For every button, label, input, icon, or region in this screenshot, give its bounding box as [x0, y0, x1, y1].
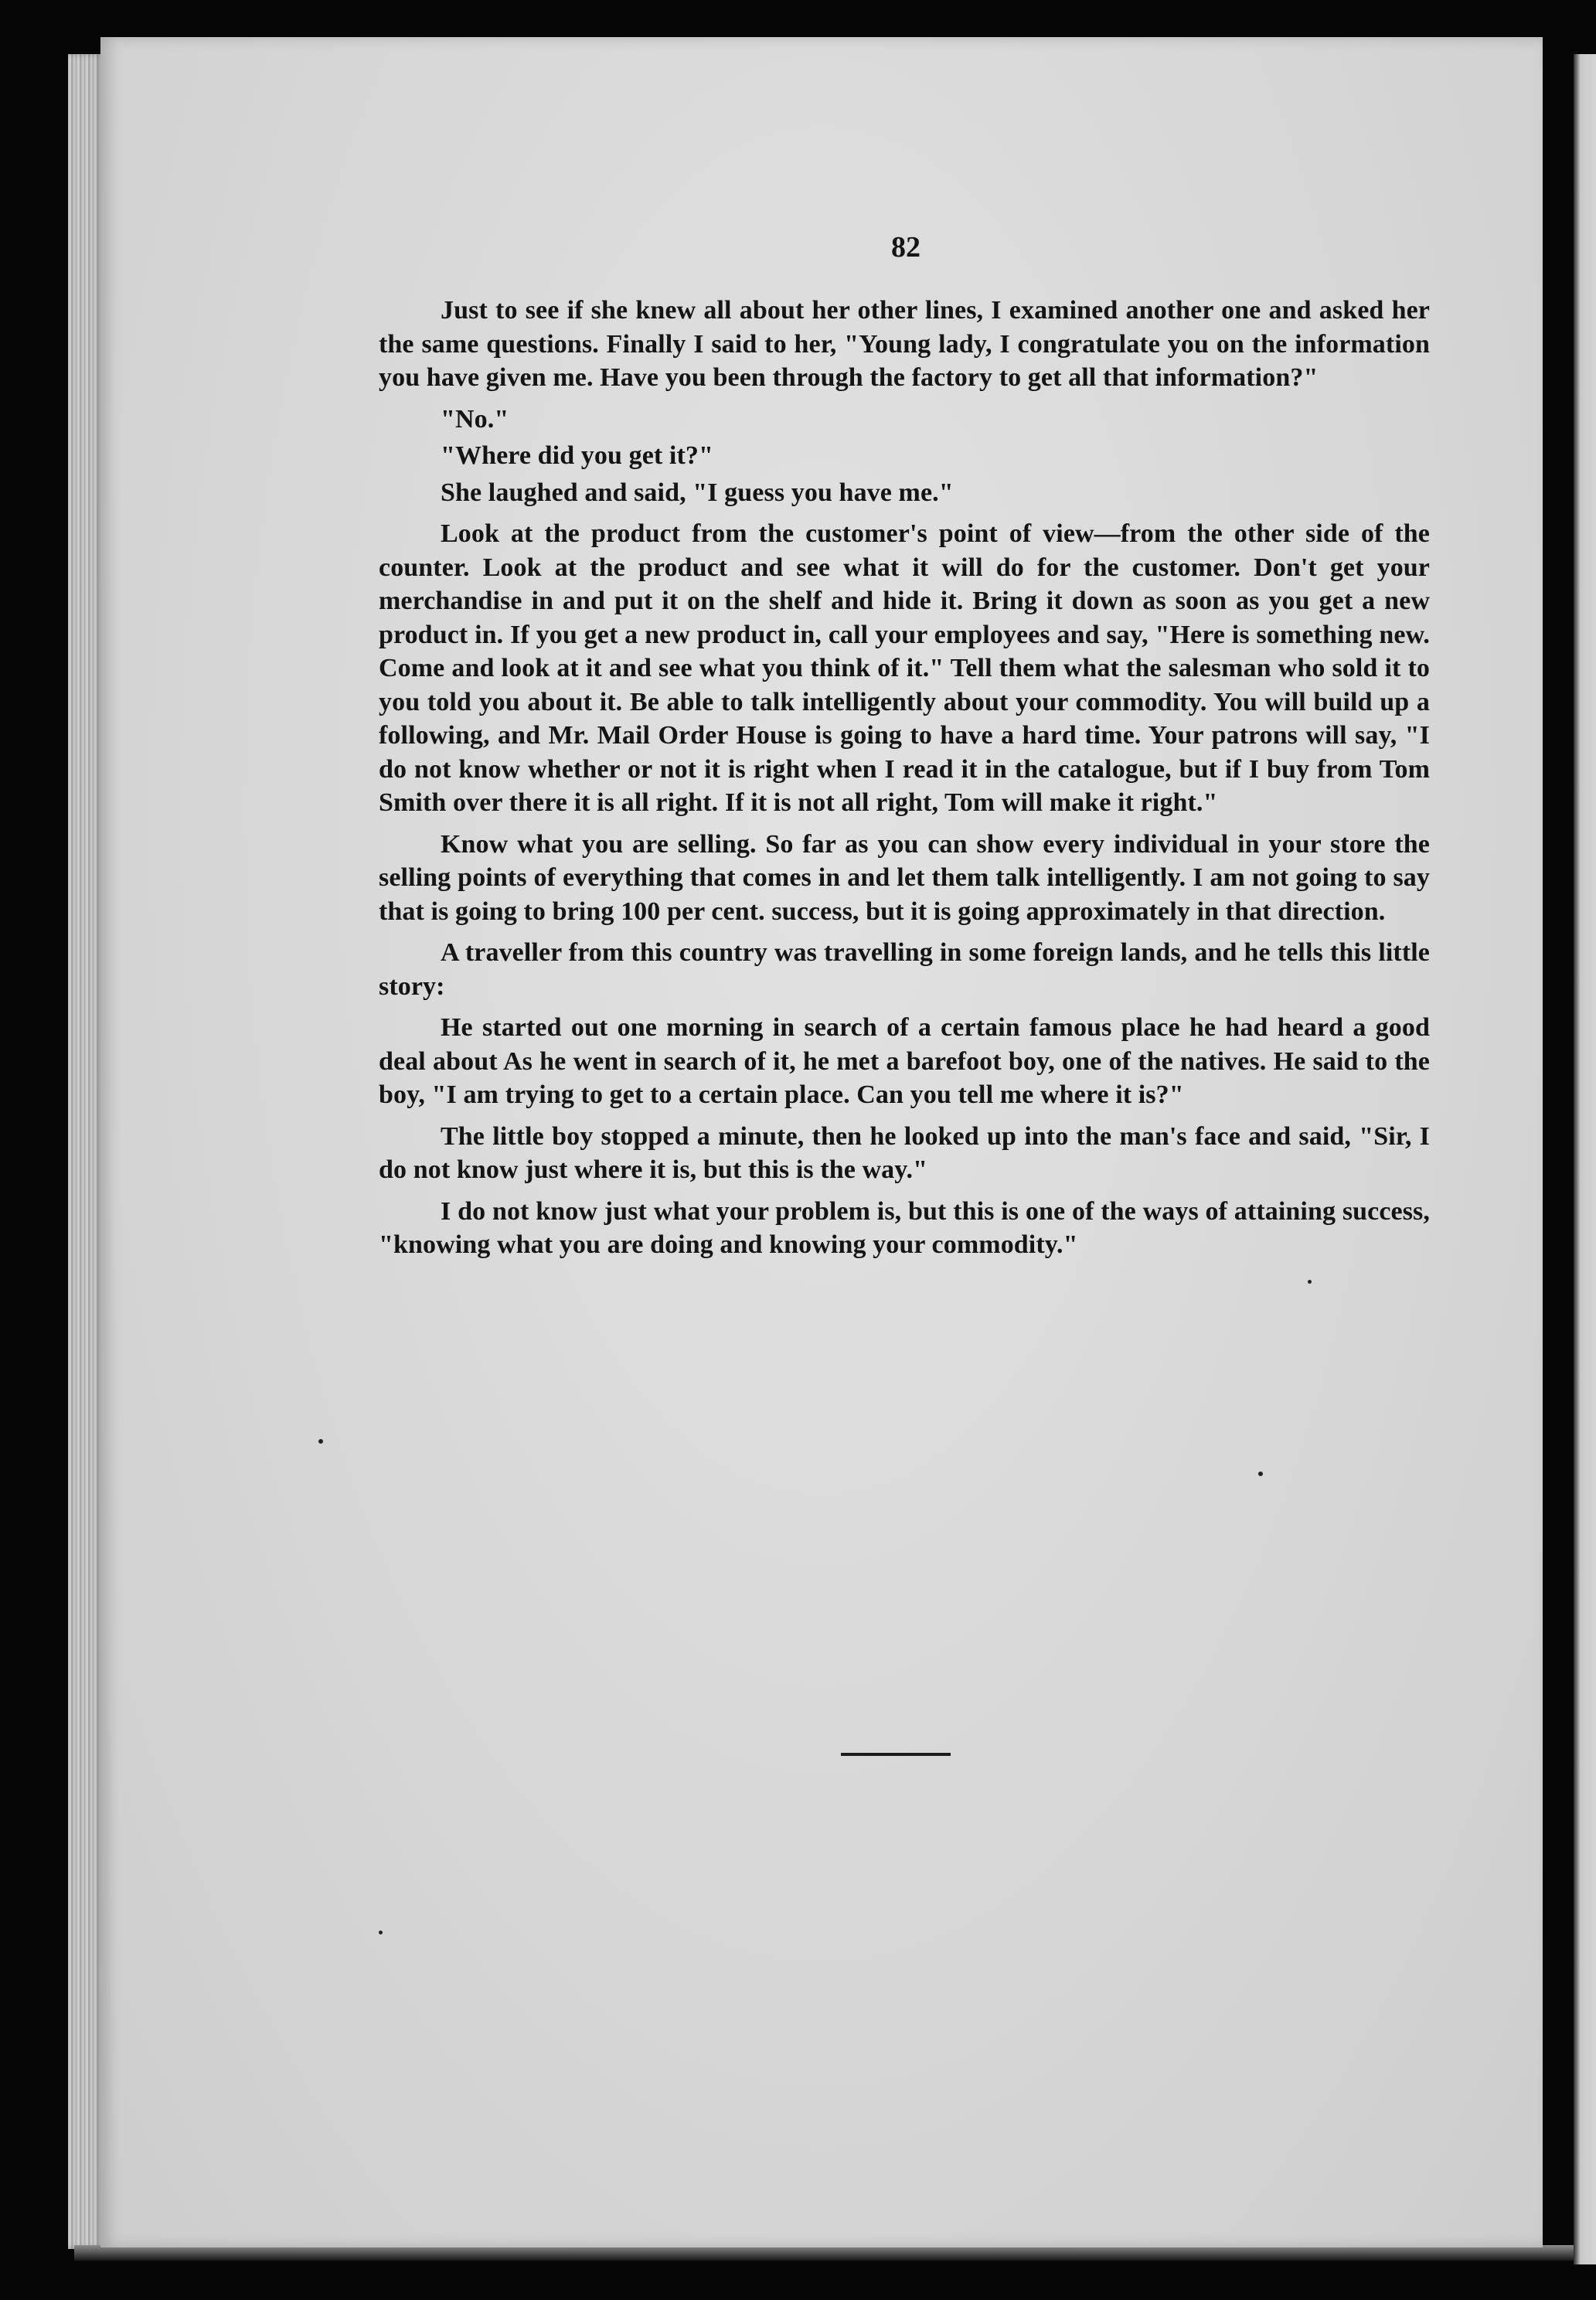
page-number: 82: [891, 231, 921, 264]
book-binding-edge: [68, 54, 104, 2249]
paragraph: Know what you are selling. So far as you can show every individual in your store the selling points of everything that comes in and let them talk intelligently. I am not going to say that is going to bring 100 per cent. success, but it is going approximately in that direction.: [379, 829, 1430, 926]
scan-speck: [318, 1439, 323, 1444]
paragraph: "No.": [441, 404, 509, 434]
paragraph: "Where did you get it?": [441, 441, 713, 470]
adjacent-page-edge: [1574, 54, 1596, 2264]
scan-speck: [1258, 1472, 1263, 1476]
section-end-rule: [841, 1753, 951, 1756]
paragraph: The little boy stopped a minute, then he looked up into the man's face and said, "Sir, I do not know just where it is, but this is the way.": [379, 1121, 1430, 1184]
paragraph: Just to see if she knew all about her other lines, I examined another one and asked her the same questions. Finally I said to her, "Young lady, I congratulate you on the information you have given me. Have you been through the factory to get all that information?": [379, 296, 1430, 392]
paragraph: He started out one morning in search of a certain famous place he had heard a good deal about As he went in search of it, he met a barefoot boy, one of the natives. He said to the boy, "I am trying to get to a certain place. Can you tell me where it is?": [379, 1013, 1430, 1109]
paragraph: I do not know just what your problem is, but this is one of the ways of attaining success, "knowing what you are doing and knowing your commodity.": [379, 1196, 1430, 1259]
paragraph: A traveller from this country was travelling in some foreign lands, and he tells this little story:: [379, 938, 1430, 1001]
scan-speck: [1308, 1280, 1312, 1284]
paragraph: She laughed and said, "I guess you have me.": [441, 478, 954, 507]
page-body-text: [379, 294, 1430, 1270]
scan-speck: [379, 1931, 383, 1934]
paragraph: Look at the product from the customer's point of view—from the other side of the counter. Look at the product and see what it will do for the customer. Don't get your merchandise in and put it on the shelf and hide it. Bring it down as soon as you get a new product in. If you get a new product in, call your employees and say, "Here is something new. Come and look at it and see what you think of it." Tell them what the salesman who sold it to you told you about it. Be able to talk intelligently about your commodity. You will build up a following, and Mr. Mail Order House is going to have a hard time. Your patrons will say, "I do not know whether or not it is right when I read it in the catalogue, but if I buy from Tom Smith over there it is all right. If it is not all right, Tom will make it right.": [379, 519, 1430, 817]
page-bottom-edge: [74, 2245, 1574, 2261]
